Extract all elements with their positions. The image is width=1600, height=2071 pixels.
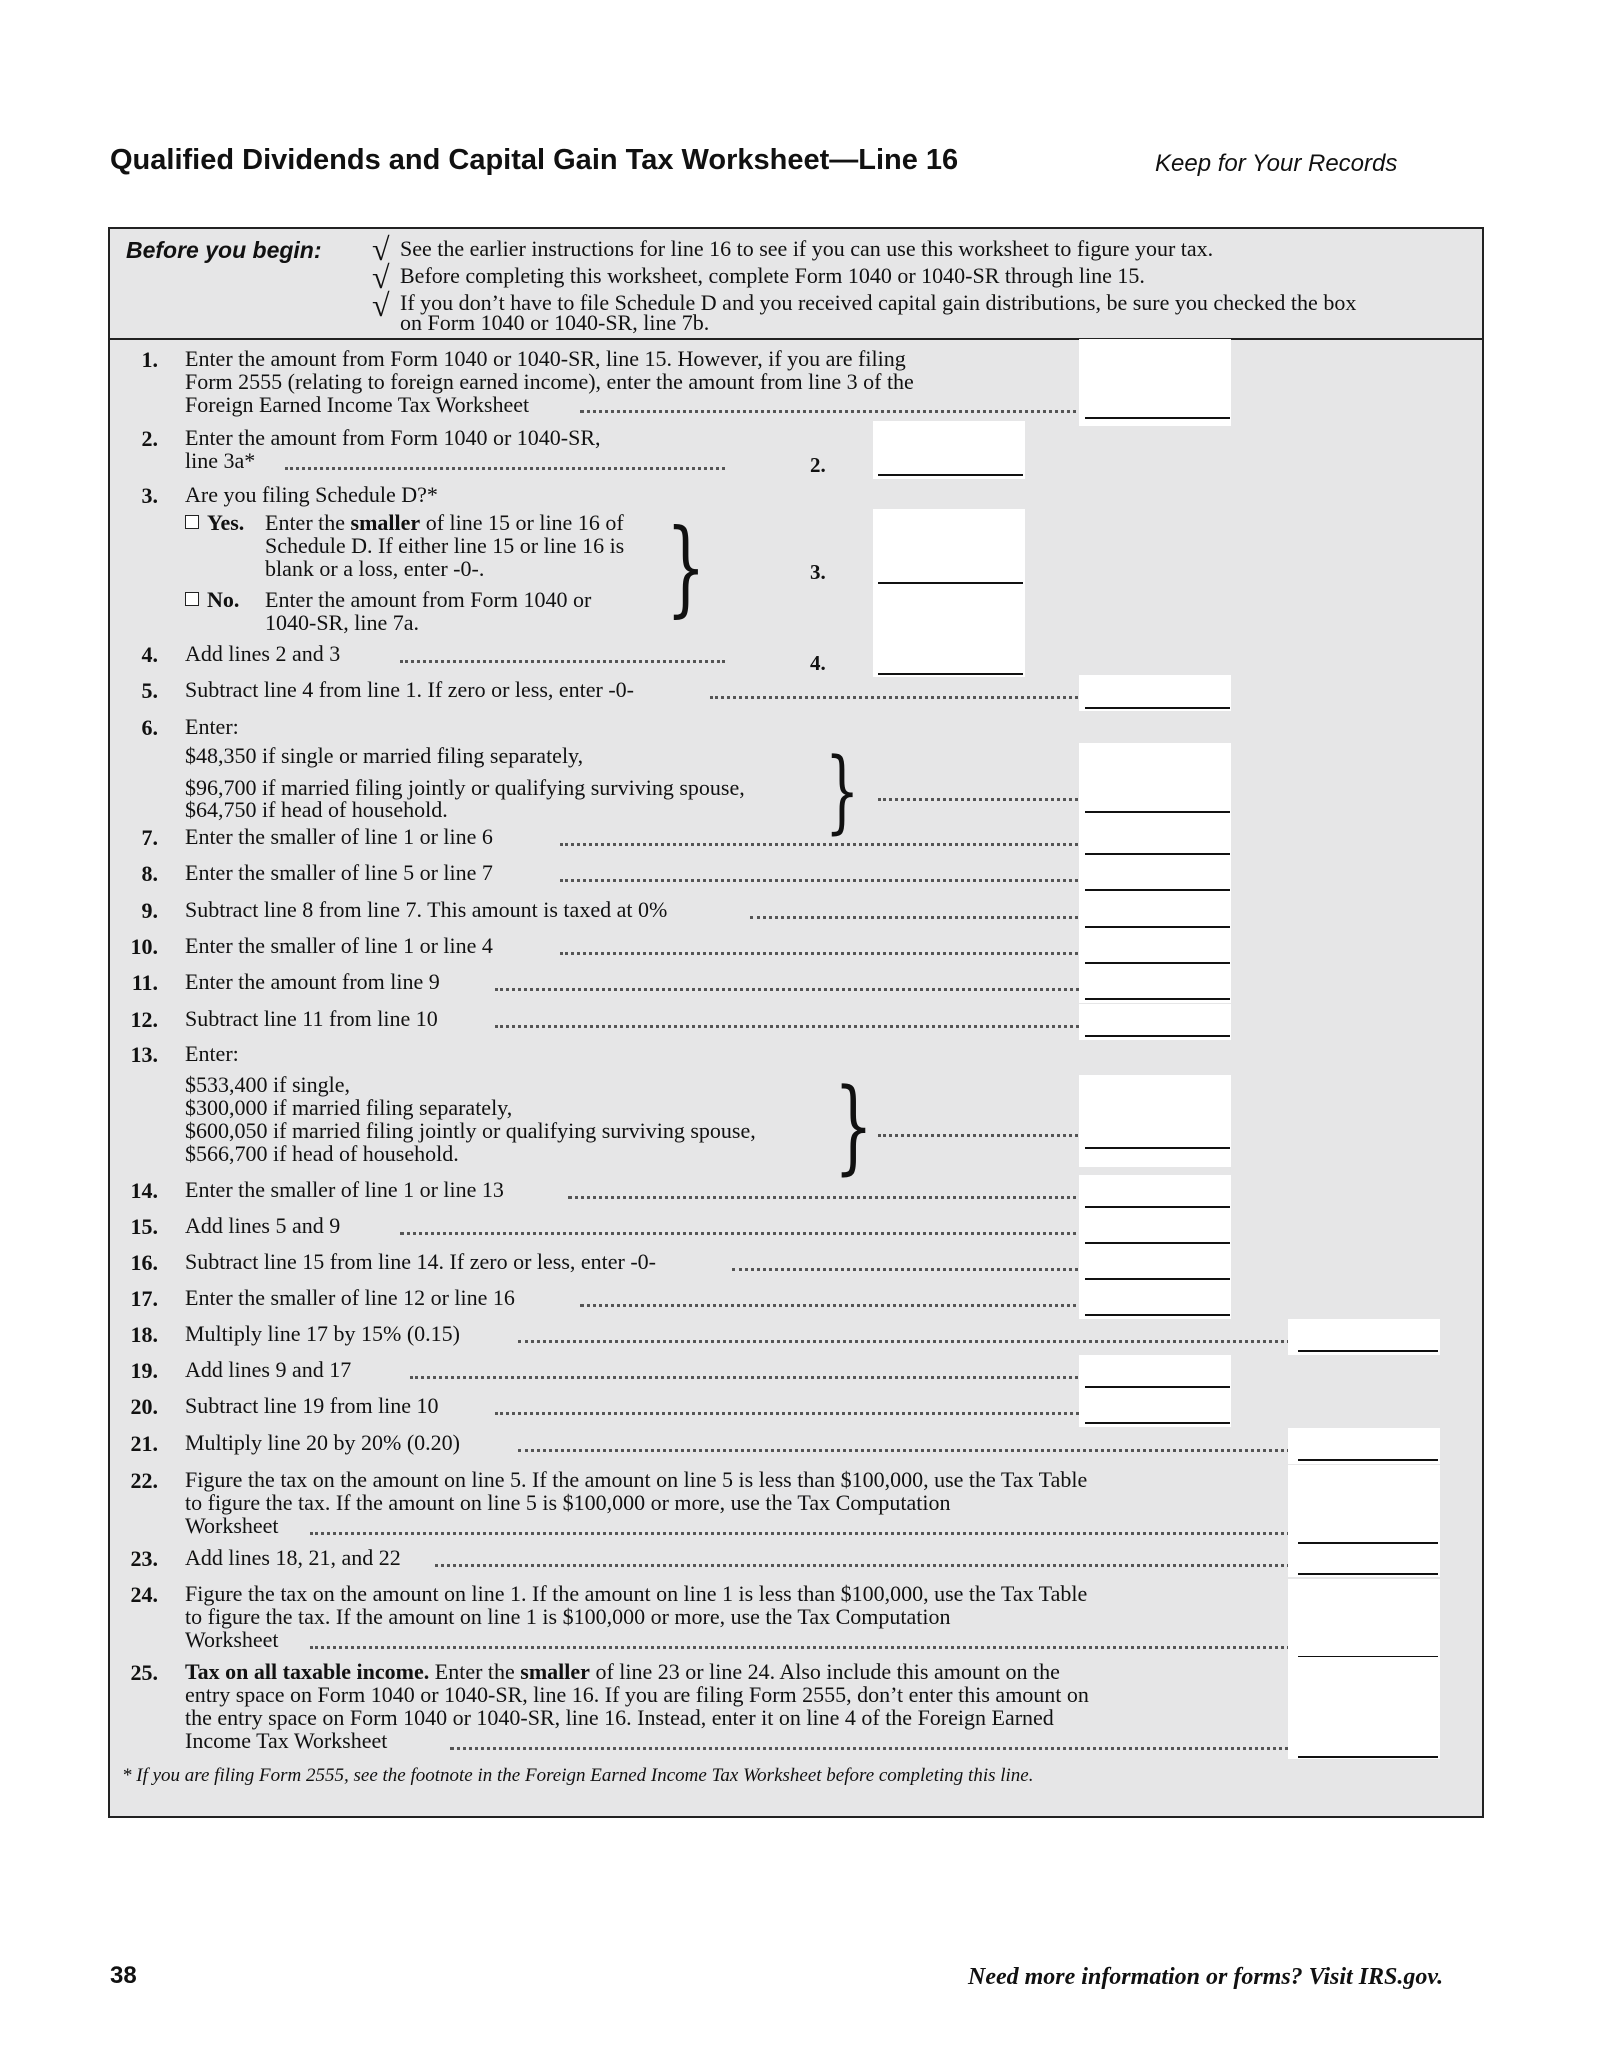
- dot-leader: [495, 1412, 1108, 1415]
- line-text: Subtract line 11 from line 10: [185, 1006, 438, 1031]
- answer-box: [873, 421, 1025, 479]
- dot-leader: [878, 1134, 1108, 1137]
- dot-leader: [518, 1449, 1308, 1452]
- line-number: 18.: [130, 1322, 158, 1347]
- line-number: 24.: [130, 1582, 158, 1607]
- line-text: $566,700 if head of household.: [185, 1141, 459, 1166]
- line-number: 17.: [130, 1286, 158, 1311]
- line-1-input[interactable]: [1085, 417, 1230, 419]
- line-text: Enter the amount from line 9: [185, 969, 440, 994]
- line-6-input[interactable]: [1085, 811, 1230, 813]
- line-text: to figure the tax. If the amount on line 1 is $100,000 or more, use the Tax Computation: [185, 1604, 951, 1629]
- line-number: 11.: [131, 970, 158, 995]
- line-18-input[interactable]: [1298, 1350, 1438, 1352]
- line-text: Worksheet: [185, 1513, 279, 1538]
- line-number: 1.: [141, 347, 158, 372]
- line-number: 23.: [130, 1546, 158, 1571]
- line-4-input[interactable]: [878, 673, 1023, 675]
- dot-leader: [310, 1532, 1308, 1535]
- worksheet-title: Qualified Dividends and Capital Gain Tax Worksheet—Line 16: [110, 144, 959, 176]
- line-7-input[interactable]: [1085, 853, 1230, 855]
- line-text: $96,700 if married filing jointly or qualifying surviving spouse,: [185, 775, 745, 800]
- dot-leader: [410, 1376, 1108, 1379]
- line-23-input[interactable]: [1298, 1573, 1438, 1575]
- dot-leader: [400, 1232, 1108, 1235]
- line-text: Foreign Earned Income Tax Worksheet: [185, 392, 530, 417]
- no-text: 1040-SR, line 7a.: [265, 610, 419, 635]
- line-ref: 2.: [810, 453, 826, 477]
- line-text: Subtract line 19 from line 10: [185, 1393, 439, 1418]
- dot-leader: [518, 1340, 1308, 1343]
- line-number: 16.: [130, 1250, 158, 1275]
- line-text: Figure the tax on the amount on line 5. If the amount on line 5 is less than $100,000, use the Tax Table: [185, 1467, 1088, 1492]
- answer-box: [1079, 339, 1231, 426]
- line-9-input[interactable]: [1085, 926, 1230, 928]
- before-you-begin-item: If you don’t have to file Schedule D and you received capital gain distributions, be sure you checked the box: [400, 290, 1357, 315]
- line-number: 7.: [141, 825, 158, 850]
- line-text: Enter the amount from Form 1040 or 1040-SR,: [185, 425, 601, 450]
- line-text: Enter the smaller of line 12 or line 16: [185, 1285, 515, 1310]
- line-text: Tax on all taxable income. Enter the smaller of line 23 or line 24. Also include this amount on the: [185, 1659, 1060, 1684]
- dot-leader: [568, 1196, 1108, 1199]
- line-text: $600,050 if married filing jointly or qualifying surviving spouse,: [185, 1118, 756, 1143]
- line-text: Multiply line 20 by 20% (0.20): [185, 1430, 460, 1455]
- before-you-begin-item: Before completing this worksheet, complete Form 1040 or 1040-SR through line 15.: [400, 263, 1145, 288]
- line-text: Form 2555 (relating to foreign earned income), enter the amount from line 3 of the: [185, 369, 914, 394]
- keep-for-records-note: Keep for Your Records: [1155, 150, 1398, 177]
- dot-leader: [400, 660, 725, 663]
- page-number: 38: [110, 1962, 137, 1989]
- dot-leader: [310, 1646, 1308, 1649]
- dot-leader: [580, 410, 1120, 413]
- line-19-input[interactable]: [1085, 1386, 1230, 1388]
- no-text: Enter the amount from Form 1040 or: [265, 587, 592, 612]
- line-25-input[interactable]: [1298, 1756, 1438, 1758]
- dot-leader: [450, 1747, 1308, 1750]
- checkmark-icon: √: [372, 231, 390, 267]
- line-text: Enter the smaller of line 1 or line 6: [185, 824, 493, 849]
- before-you-begin-label: Before you begin:: [126, 237, 322, 263]
- answer-box: [1079, 1075, 1231, 1167]
- line-text: Enter:: [185, 1041, 239, 1066]
- yes-text: blank or a loss, enter -0-.: [265, 556, 485, 581]
- line-ref: 4.: [810, 651, 826, 675]
- line-22-input[interactable]: [1298, 1542, 1438, 1544]
- line-text: Enter:: [185, 714, 239, 739]
- answer-box: [873, 639, 1025, 677]
- no-label: No.: [207, 587, 240, 612]
- line-number: 20.: [130, 1394, 158, 1419]
- line-text: Are you filing Schedule D?*: [185, 482, 438, 507]
- line-number: 25.: [130, 1660, 158, 1685]
- line-text: Enter the smaller of line 5 or line 7: [185, 860, 493, 885]
- line-text: entry space on Form 1040 or 1040-SR, line 16. If you are filing Form 2555, don’t enter this amount on: [185, 1682, 1089, 1707]
- checkmark-icon: √: [372, 287, 390, 323]
- no-checkbox[interactable]: [185, 592, 199, 606]
- line-number: 2.: [141, 426, 158, 451]
- answer-box: [1079, 675, 1231, 711]
- section-divider: [110, 338, 1482, 340]
- yes-checkbox[interactable]: [185, 515, 199, 529]
- dot-leader: [285, 467, 725, 470]
- dot-leader: [750, 916, 1120, 919]
- dot-leader: [710, 696, 1120, 699]
- line-text: Add lines 2 and 3: [185, 641, 341, 666]
- brace-icon: }: [825, 739, 860, 844]
- line-text: Income Tax Worksheet: [185, 1728, 388, 1753]
- dot-leader: [560, 952, 1108, 955]
- line-number: 13.: [130, 1042, 158, 1067]
- line-12-input[interactable]: [1085, 1035, 1230, 1037]
- answer-box: [1288, 1657, 1440, 1759]
- line-text: Figure the tax on the amount on line 1. If the amount on line 1 is less than $100,000, use the Tax Table: [185, 1581, 1088, 1606]
- line-17-input[interactable]: [1085, 1314, 1230, 1316]
- dot-leader: [732, 1268, 1108, 1271]
- line-11-input[interactable]: [1085, 998, 1230, 1000]
- brace-icon: }: [834, 1067, 873, 1186]
- dot-leader: [495, 1025, 1108, 1028]
- line-number: 10.: [130, 934, 158, 959]
- dot-leader: [560, 879, 1120, 882]
- line-5-input[interactable]: [1085, 707, 1230, 709]
- worksheet-form: [108, 227, 1484, 1818]
- line-text: $48,350 if single or married filing separately,: [185, 743, 584, 768]
- line-number: 19.: [130, 1358, 158, 1383]
- line-text: to figure the tax. If the amount on line 5 is $100,000 or more, use the Tax Computation: [185, 1490, 951, 1515]
- line-16-input[interactable]: [1085, 1278, 1230, 1280]
- line-20-input[interactable]: [1085, 1422, 1230, 1424]
- line-text: Add lines 18, 21, and 22: [185, 1545, 401, 1570]
- line-number: 22.: [130, 1468, 158, 1493]
- answer-box: [1079, 743, 1231, 827]
- line-ref: 3.: [810, 560, 826, 584]
- before-you-begin-item: on Form 1040 or 1040-SR, line 7b.: [400, 310, 710, 335]
- dot-leader: [435, 1564, 1308, 1567]
- line-3-input[interactable]: [878, 582, 1023, 584]
- line-text: Multiply line 17 by 15% (0.15): [185, 1321, 460, 1346]
- line-text: Enter the amount from Form 1040 or 1040-SR, line 15. However, if you are filing: [185, 346, 906, 371]
- line-text: Worksheet: [185, 1627, 279, 1652]
- line-8-input[interactable]: [1085, 889, 1230, 891]
- line-number: 5.: [141, 678, 158, 703]
- line-text: Subtract line 8 from line 7. This amount is taxed at 0%: [185, 897, 668, 922]
- line-21-input[interactable]: [1298, 1459, 1438, 1461]
- line-2-input[interactable]: [878, 474, 1023, 476]
- line-text: the entry space on Form 1040 or 1040-SR, line 16. Instead, enter it on line 4 of the Foreign Earned: [185, 1705, 1054, 1730]
- before-you-begin-item: See the earlier instructions for line 16 to see if you can use this worksheet to figure your tax.: [400, 236, 1214, 261]
- line-14-input[interactable]: [1085, 1206, 1230, 1208]
- line-number: 6.: [141, 715, 158, 740]
- checkmark-icon: √: [372, 259, 390, 295]
- line-text: $533,400 if single,: [185, 1072, 350, 1097]
- dot-leader: [580, 1304, 1108, 1307]
- brace-icon: }: [666, 506, 706, 628]
- line-13-input[interactable]: [1085, 1147, 1230, 1149]
- footer-note: Need more information or forms? Visit IRS.gov.: [968, 1964, 1444, 1990]
- yes-label: Yes.: [207, 510, 245, 535]
- line-number: 21.: [130, 1431, 158, 1456]
- footnote: * If you are filing Form 2555, see the footnote in the Foreign Earned Income Tax Worksheet before completing this line.: [122, 1765, 1034, 1786]
- line-number: 8.: [141, 861, 158, 886]
- answer-box: [1288, 1579, 1440, 1659]
- line-text: Add lines 5 and 9: [185, 1213, 341, 1238]
- yes-text: Enter the smaller of line 15 or line 16 of: [265, 510, 624, 535]
- line-text: $300,000 if married filing separately,: [185, 1095, 513, 1120]
- line-number: 3.: [141, 483, 158, 508]
- line-text: Add lines 9 and 17: [185, 1357, 352, 1382]
- dot-leader: [560, 843, 1120, 846]
- answer-box: [873, 509, 1025, 640]
- line-text: Enter the smaller of line 1 or line 4: [185, 933, 493, 958]
- line-text: Enter the smaller of line 1 or line 13: [185, 1177, 504, 1202]
- yes-text: Schedule D. If either line 15 or line 16 is: [265, 533, 625, 558]
- line-number: 9.: [141, 898, 158, 923]
- line-10-input[interactable]: [1085, 962, 1230, 964]
- line-number: 4.: [141, 642, 158, 667]
- line-text: line 3a*: [185, 448, 256, 473]
- dot-leader: [878, 798, 1113, 801]
- answer-box: [1288, 1465, 1440, 1545]
- line-number: 14.: [130, 1178, 158, 1203]
- dot-leader: [495, 988, 1108, 991]
- line-number: 12.: [130, 1007, 158, 1032]
- line-text: Subtract line 4 from line 1. If zero or less, enter -0-: [185, 677, 635, 702]
- line-text: $64,750 if head of household.: [185, 797, 448, 822]
- line-number: 15.: [130, 1214, 158, 1239]
- line-text: Subtract line 15 from line 14. If zero or less, enter -0-: [185, 1249, 657, 1274]
- line-15-input[interactable]: [1085, 1242, 1230, 1244]
